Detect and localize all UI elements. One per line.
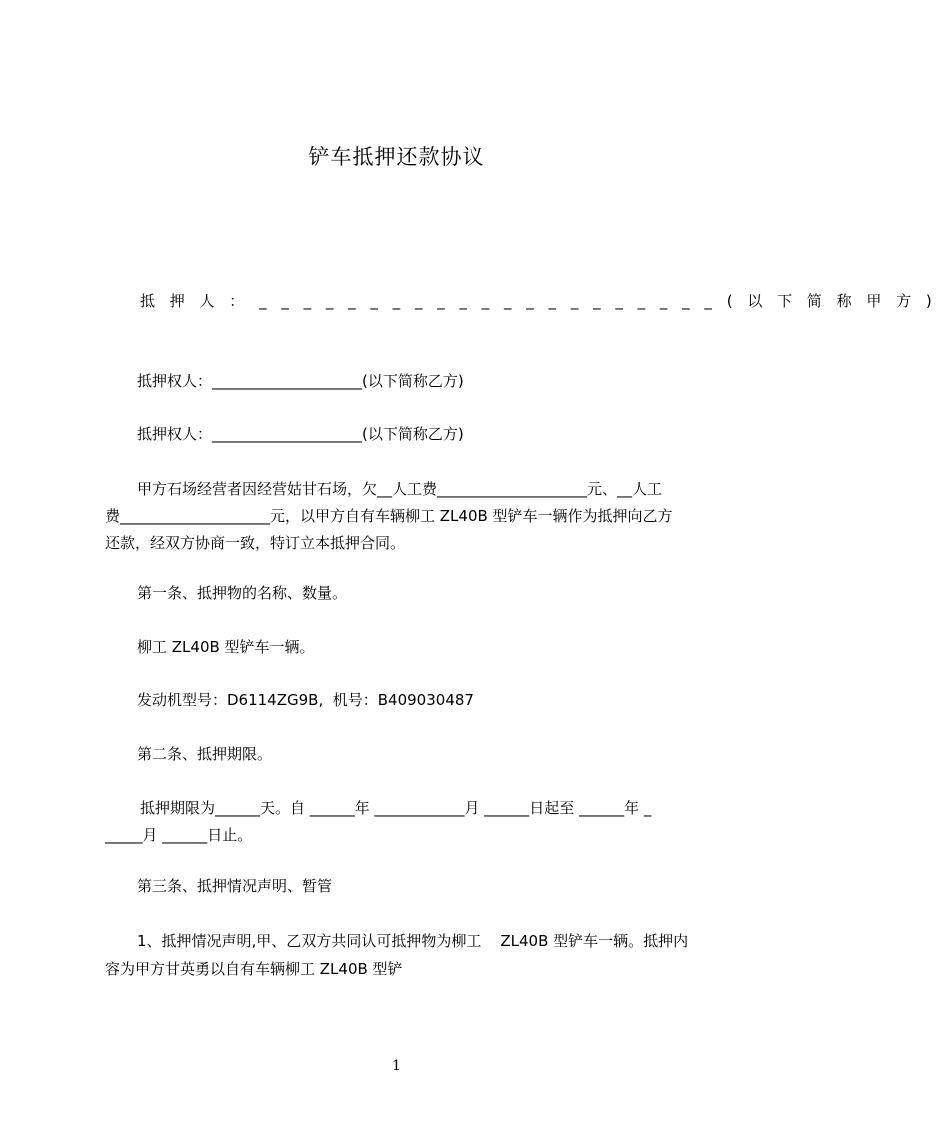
intro-line-1: 甲方石场经营者因经营姑甘石场，欠__人工费____________________元、__人工 xyxy=(137,480,663,498)
term-line-2: _____月 ______日止。 xyxy=(105,826,253,844)
article-3-heading: 第三条、抵押情况声明、暂管 xyxy=(137,877,333,895)
article-2-heading: 第二条、抵押期限。 xyxy=(137,745,273,763)
party-b-line-1: 抵押权人：____________________(以下简称乙方) xyxy=(137,372,464,390)
term-line-1: 抵押期限为______天。自 ______年 ____________月 ______日起至 ______年 _ xyxy=(140,799,652,817)
intro-line-3: 还款，经双方协商一致，特订立本抵押合同。 xyxy=(105,534,406,552)
article-1-item: 柳工 ZL40B 型铲车一辆。 xyxy=(137,638,315,656)
clause-1-line-2: 容为甲方甘英勇以自有车辆柳工 ZL40B 型铲 xyxy=(105,960,403,978)
party-a-line: 抵 押 人 ： _ _ _ _ _ _ _ _ _ _ _ _ _ _ _ _ _ _ _ _ _ ( 以 下 简 称 甲 方 ) xyxy=(140,292,937,310)
engine-info: 发动机型号：D6114ZG9B, 机号：B409030487 xyxy=(137,691,474,709)
document-title: 铲车抵押还款协议 xyxy=(308,145,485,169)
party-b-line-2: 抵押权人：____________________(以下简称乙方) xyxy=(137,425,464,443)
article-1-heading: 第一条、抵押物的名称、数量。 xyxy=(137,584,348,602)
intro-line-2: 费____________________元，以甲方自有车辆柳工 ZL40B 型铲车一辆作为抵押向乙方 xyxy=(105,507,673,525)
clause-1-line-1: 1、抵押情况声明,甲、乙双方共同认可抵押物为柳工 ZL40B 型铲车一辆。抵押内 xyxy=(137,932,689,950)
page-number: 1 xyxy=(392,1058,401,1074)
